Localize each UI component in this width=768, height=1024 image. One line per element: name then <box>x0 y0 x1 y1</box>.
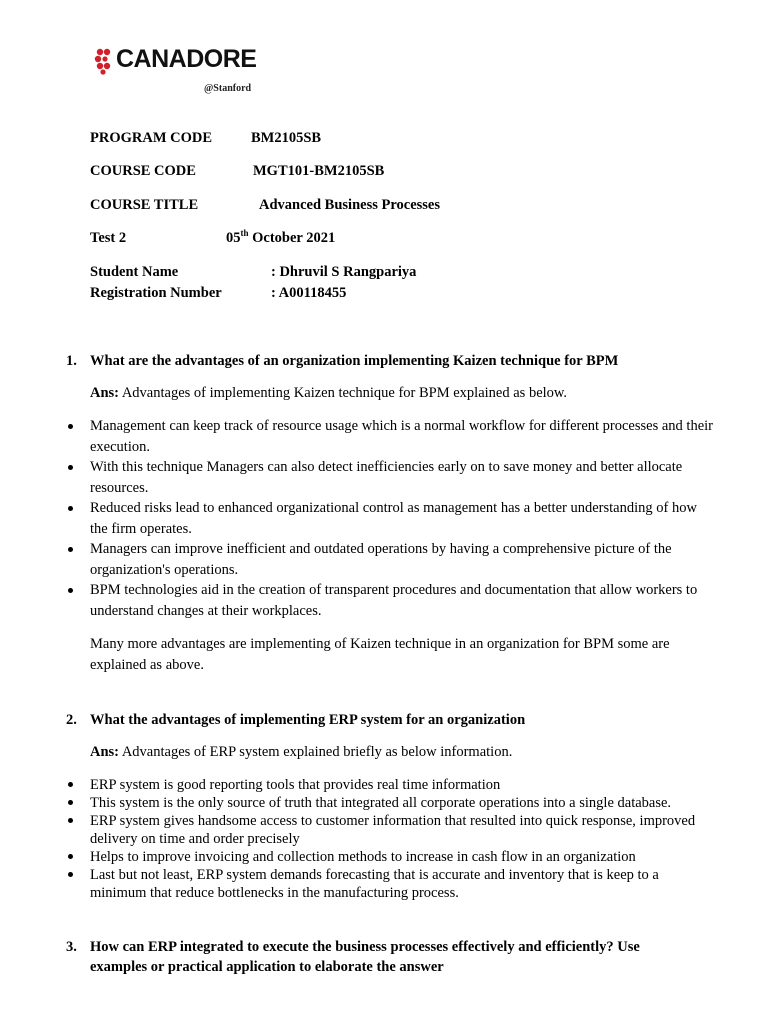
test-date-suffix: th <box>240 228 249 238</box>
course-code-value: MGT101-BM2105SB <box>253 163 385 179</box>
answer-1-bullet-list <box>66 416 716 621</box>
answer-2-bullet-list <box>66 776 716 902</box>
question-1-number: 1. <box>66 353 77 369</box>
question-2-number: 2. <box>66 712 77 728</box>
question-3-text: How can ERP integrated to execute the business processes effectively and efficiently? Use examples or practical application to elaborate the answer <box>90 939 640 975</box>
answer-1-closing: Many more advantages are implementing of Kaizen technique in an organization for BPM some are explained as above. <box>90 636 670 673</box>
list-item: This system is the only source of truth that integrated all corporate operations into a single database. <box>66 794 716 812</box>
answer-1-intro <box>90 385 710 402</box>
list-item: BPM technologies aid in the creation of transparent procedures and documentation that allow workers to understand changes at their workplaces. <box>66 580 716 621</box>
test-label: Test 2 <box>90 230 127 246</box>
test-date-day: 05 <box>226 230 241 246</box>
answer-1-text: Advantages of implementing Kaizen technique for BPM explained as below. <box>119 385 568 401</box>
list-item: ERP system is good reporting tools that provides real time information <box>66 776 716 794</box>
list-item: Managers can improve inefficient and outdated operations by having a comprehensive picture of the organization's operations. <box>66 539 716 580</box>
course-title-value: Advanced Business Processes <box>259 197 440 213</box>
list-item: Management can keep track of resource usage which is a normal workflow for different processes and their execution. <box>66 416 716 457</box>
canadore-logo <box>94 45 294 95</box>
logo-subtitle: @Stanford <box>204 83 252 94</box>
list-item: With this technique Managers can also detect inefficiencies early on to save money and better allocate resources. <box>66 457 716 498</box>
list-item: Reduced risks lead to enhanced organizational control as management has a better understanding of how the firm operates. <box>66 498 716 539</box>
student-name-label: Student Name <box>90 264 179 280</box>
test-date-rest: October 2021 <box>248 230 336 246</box>
canadore-logo-icon <box>94 47 114 75</box>
course-title-label: COURSE TITLE <box>90 197 199 213</box>
course-code-label: COURSE CODE <box>90 163 196 179</box>
list-item: Last but not least, ERP system demands forecasting that is accurate and inventory that is keep to a minimum that reduce bottlenecks in the manufacturing process. <box>66 866 716 902</box>
answer-2-label: Ans: <box>90 744 120 760</box>
question-2-text: What the advantages of implementing ERP system for an organization <box>90 712 526 728</box>
answer-2-text: Advantages of ERP system explained briefly as below information. <box>119 744 513 760</box>
registration-label: Registration Number <box>90 285 222 301</box>
question-3-number: 3. <box>66 939 77 955</box>
answer-1-label: Ans: <box>90 385 120 401</box>
logo-brand-text: CANADORE <box>116 45 257 73</box>
registration-value: : A00118455 <box>271 285 347 301</box>
question-1-text: What are the advantages of an organization implementing Kaizen technique for BPM <box>90 353 619 369</box>
test-date <box>226 230 335 247</box>
student-name-value: : Dhruvil S Rangpariya <box>271 264 417 280</box>
list-item: Helps to improve invoicing and collection methods to increase in cash flow in an organization <box>66 848 716 866</box>
answer-2-intro <box>90 744 710 761</box>
program-code-label: PROGRAM CODE <box>90 130 213 146</box>
program-code-value: BM2105SB <box>251 130 322 146</box>
list-item: ERP system gives handsome access to customer information that resulted into quick response, improved delivery on time and order precisely <box>66 812 716 848</box>
